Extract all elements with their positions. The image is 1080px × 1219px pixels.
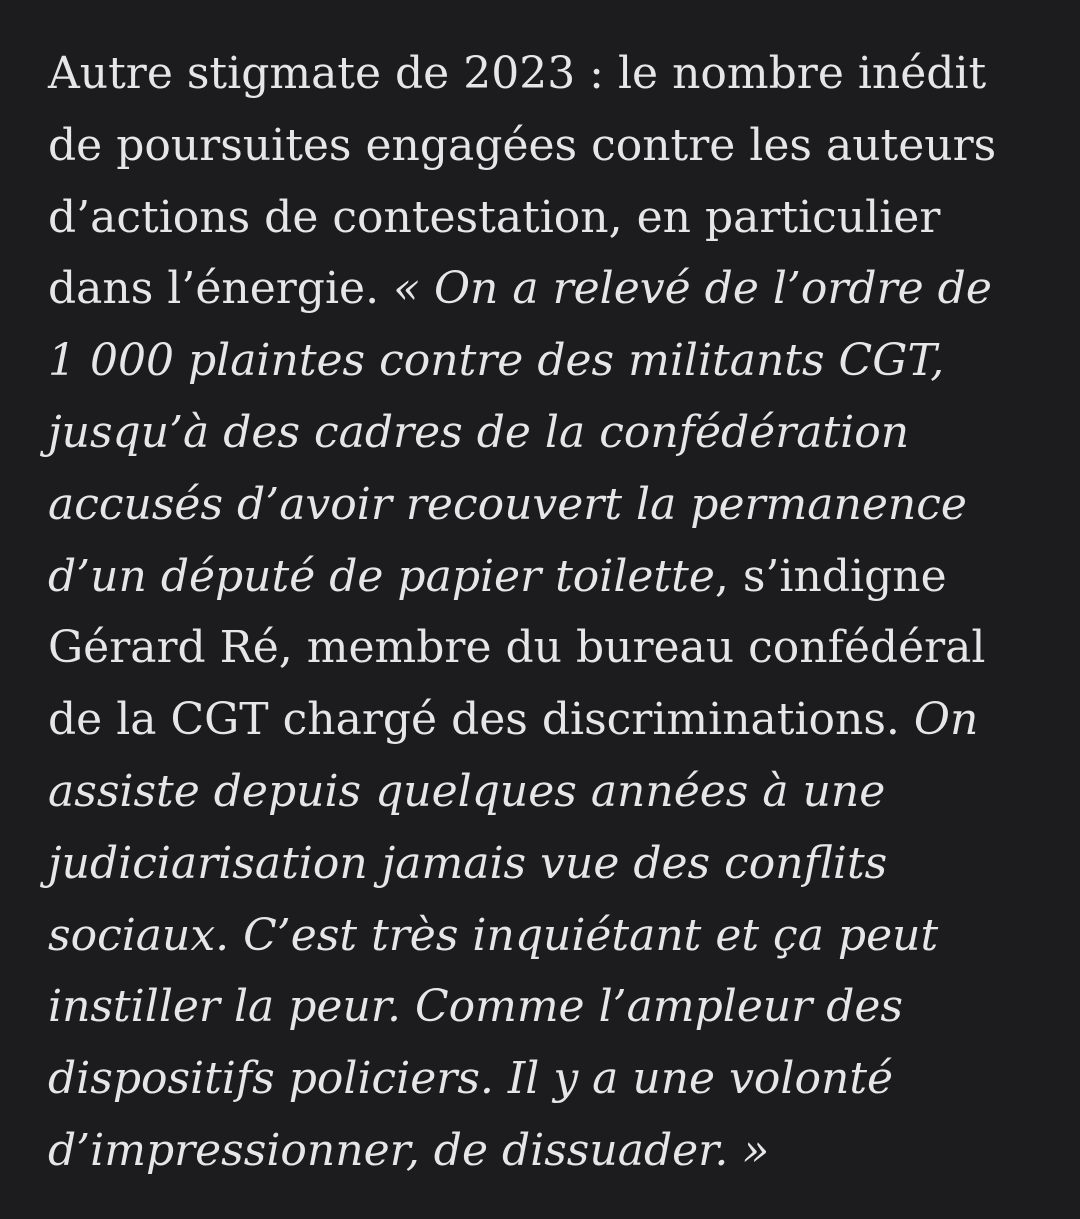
text-line (48, 38, 1048, 110)
quote-text: d’un député de papier toilette (48, 550, 715, 602)
text-line (48, 684, 1048, 756)
body-text: Gérard Ré, membre du bureau confédéral (48, 622, 986, 674)
text-line (48, 110, 1048, 182)
text-line (48, 469, 1048, 541)
quote-text: sociaux. C’est très inquiétant et ça peut (48, 909, 939, 961)
body-text: dans l’énergie. (48, 263, 394, 315)
quote-text: accusés d’avoir recouvert la permanence (48, 478, 967, 530)
text-line (48, 971, 1048, 1043)
text-line (48, 253, 1048, 325)
text-line (48, 1043, 1048, 1115)
text-line (48, 756, 1048, 828)
text-line (48, 900, 1048, 972)
body-text: de la CGT chargé des discriminations. (48, 694, 914, 746)
text-line (48, 397, 1048, 469)
article-body (48, 38, 1048, 1187)
quote-text: judiciarisation jamais vue des conflits (48, 837, 888, 889)
body-text: de poursuites engagées contre les auteurs (48, 119, 997, 171)
body-text: d’actions de contestation, en particulier (48, 191, 941, 243)
text-line (48, 182, 1048, 254)
quote-text: d’impressionner, de dissuader. » (48, 1124, 770, 1176)
quote-text: On (913, 694, 979, 746)
quote-text: 1 000 plaintes contre des militants CGT, (48, 335, 945, 387)
body-text: , s’indigne (714, 550, 947, 602)
quote-text: jusqu’à des cadres de la confédération (48, 406, 910, 458)
article-paragraph (48, 38, 1048, 1187)
quote-text: assiste depuis quelques années à une (48, 765, 886, 817)
quote-text: « On a relevé de l’ordre de (393, 263, 992, 315)
text-line (48, 612, 1048, 684)
text-line (48, 828, 1048, 900)
text-line (48, 1115, 1048, 1187)
body-text: Autre stigmate de 2023 : le nombre inédit (48, 48, 987, 99)
text-line (48, 325, 1048, 397)
text-line (48, 541, 1048, 613)
quote-text: instiller la peur. Comme l’ampleur des (48, 981, 904, 1033)
quote-text: dispositifs policiers. Il y a une volonté (48, 1053, 894, 1105)
